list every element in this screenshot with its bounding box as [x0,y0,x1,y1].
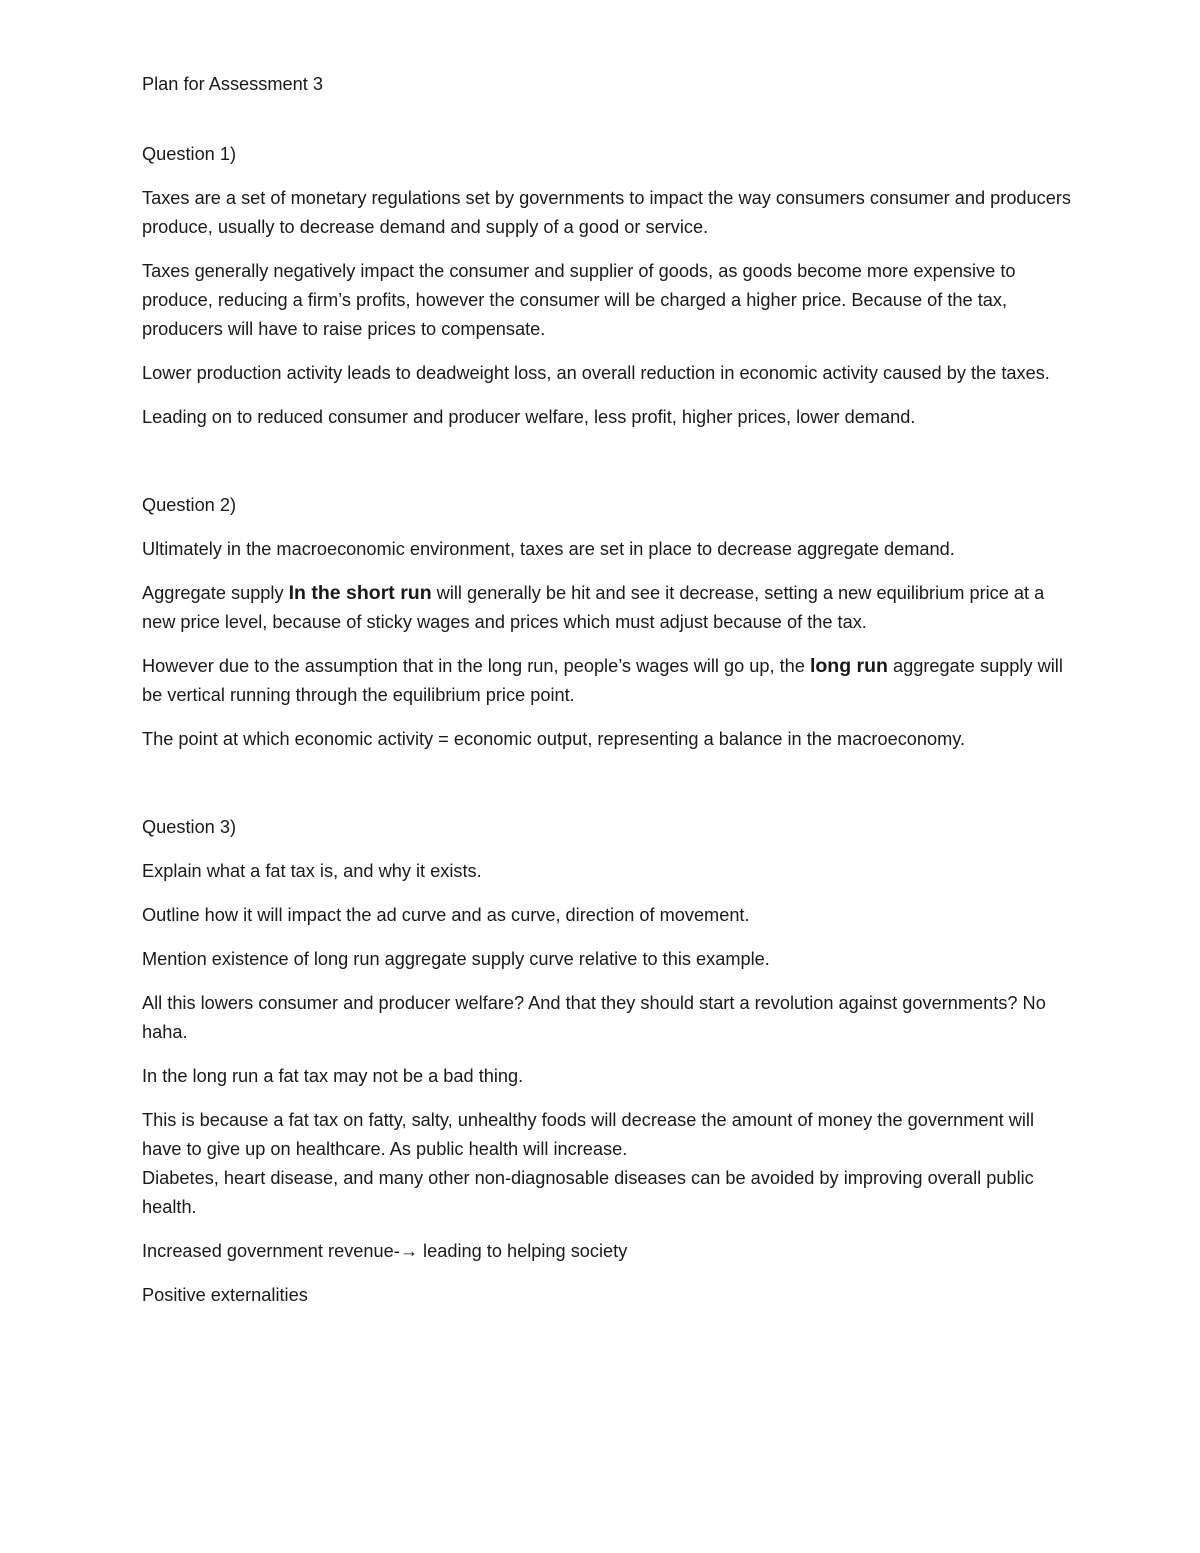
q3-paragraph-1: Explain what a fat tax is, and why it exists. [142,861,482,881]
document-page [142,70,1072,1325]
q2-paragraph-2 [142,579,1072,637]
q3-paragraph-6: This is because a fat tax on fatty, salty, unhealthy foods will decrease the amount of money the government will have to give up on healthcare. As public health will increase. [142,1110,1034,1159]
q1-paragraph-4: Leading on to reduced consumer and producer welfare, less profit, higher prices, lower demand. [142,407,916,427]
q2-paragraph-1: Ultimately in the macroeconomic environment, taxes are set in place to decrease aggregate demand. [142,539,955,559]
q2-p2-text-a: Aggregate supply [142,583,289,603]
q3-paragraph-2: Outline how it will impact the ad curve and as curve, direction of movement. [142,905,750,925]
q1-paragraph-1: Taxes are a set of monetary regulations set by governments to impact the way consumers consumer and producers produce, usually to decrease demand and supply of a good or service. [142,188,1072,237]
question-2-heading: Question 2) [142,495,237,515]
q3-paragraph-7: Diabetes, heart disease, and many other non-diagnosable diseases can be avoided by improving overall public health. [142,1168,1034,1217]
q3-p8-text-b: leading to helping society [418,1241,628,1261]
q2-p2-bold-text: In the short run [288,582,432,604]
q1-paragraph-3: Lower production activity leads to deadweight loss, an overall reduction in economic activity caused by the taxes. [142,363,1050,383]
q2-paragraph-3 [142,652,1072,710]
q2-p2-text-b: will generally be hit and see it decrease, setting a new equilibrium price at a new price level, because of sticky wages and prices which must adjust because of the tax. [142,583,1045,632]
q2-paragraph-4: The point at which economic activity = economic output, representing a balance in the macroeconomy. [142,729,966,749]
q3-p8-text-a: Increased government revenue- [142,1241,400,1261]
q3-paragraph-5: In the long run a fat tax may not be a bad thing. [142,1066,524,1086]
q2-p3-text-a: However due to the assumption that in the long run, people’s wages will go up, the [142,656,810,676]
q3-paragraph-3: Mention existence of long run aggregate supply curve relative to this example. [142,949,770,969]
q2-p3-text-b: aggregate supply will be vertical running through the equilibrium price point. [142,656,1063,705]
right-arrow-icon: → [399,1241,418,1261]
document-title: Plan for Assessment 3 [142,74,323,94]
q3-paragraph-9: Positive externalities [142,1285,308,1305]
q3-paragraph-4: All this lowers consumer and producer welfare? And that they should start a revolution against governments? No haha. [142,993,1046,1042]
q3-paragraph-8 [142,1237,1072,1266]
question-3-heading: Question 3) [142,817,237,837]
q2-p3-bold-text: long run [809,655,888,677]
question-1-heading: Question 1) [142,144,237,164]
q1-paragraph-2: Taxes generally negatively impact the consumer and supplier of goods, as goods become more expensive to produce, reducing a firm’s profits, however the consumer will be charged a higher price. Because of the tax, producers will have to raise prices to compensate. [142,261,1016,339]
